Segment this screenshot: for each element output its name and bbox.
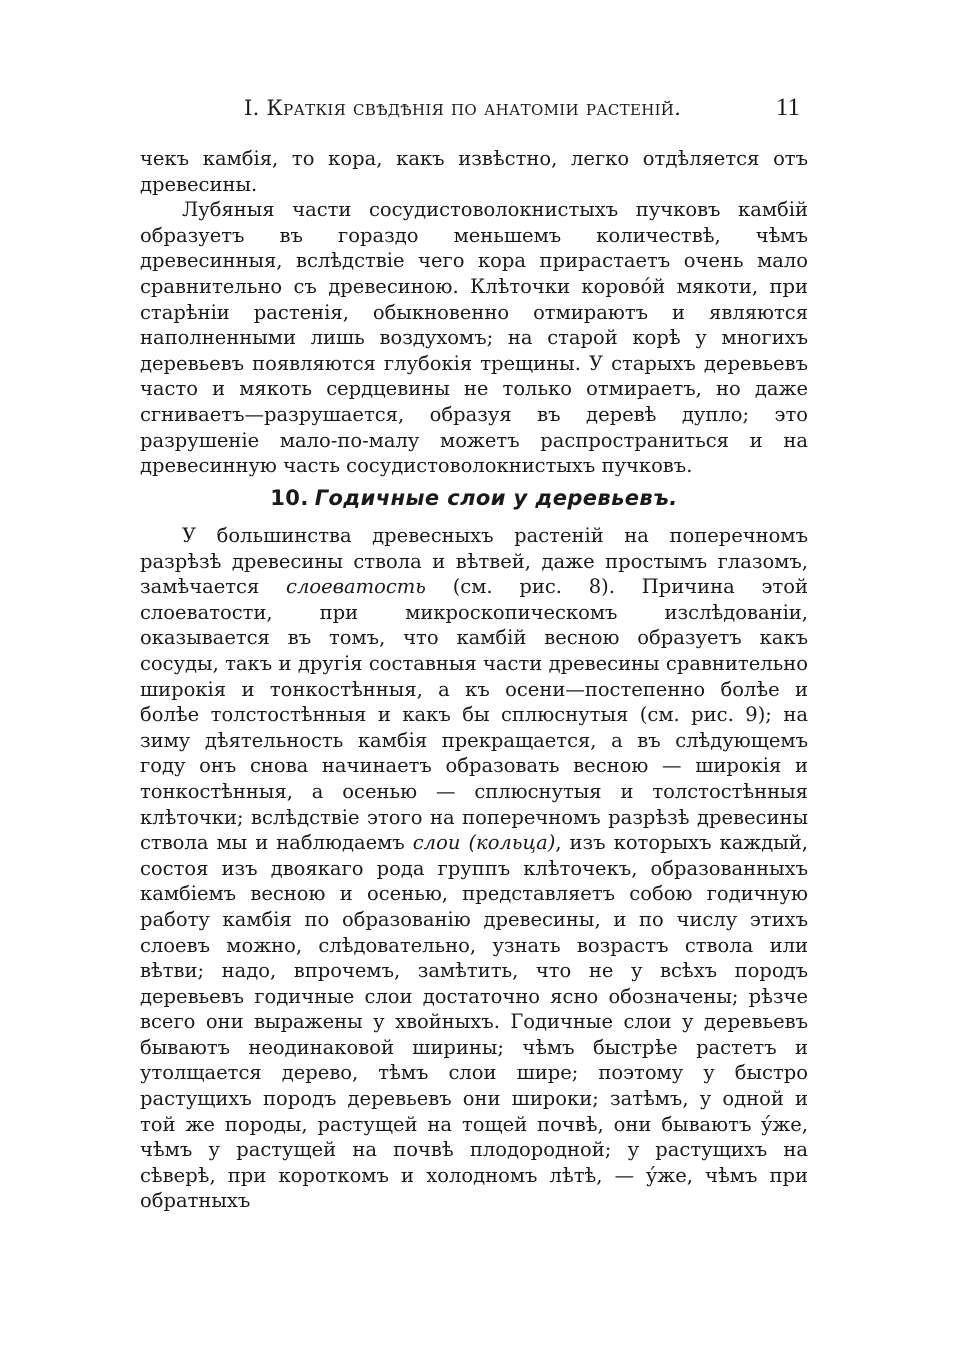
- section-heading: [140, 486, 808, 510]
- paragraph-bast-parts: Лубяныя части сосудистоволокнистыхъ пучковъ камбій образуетъ въ гораздо меньшемъ количествѣ, чѣмъ древесинныя, вслѣдствіе чего кора прирастаетъ очень мало сравнительно съ древесиною. Клѣточки коровóй мякоти, при старѣніи растенія, обыкновенно отмираютъ и являются наполненными лишь воздухомъ; на старой корѣ у многихъ деревьевъ появляются глубокія трещины. У старыхъ деревьевъ часто и мякоть сердцевины не только отмираетъ, но даже сгниваетъ—разрушается, образуя въ деревѣ дупло; это разрушеніе мало-по-малу можетъ распространиться и на древесинную часть сосудистоволокнистыхъ пучковъ.: [140, 198, 808, 478]
- section-number: 10.: [270, 486, 309, 510]
- continuation-paragraph: чекъ камбія, то кора, какъ извѣстно, легко отдѣляется отъ древесины.: [140, 147, 808, 196]
- text-block-top: [140, 146, 808, 479]
- rings-text-part-1: У большинства древесныхъ растеній на поперечномъ разрѣзѣ древесины ствола и вѣтвей, даже простымъ глазомъ, замѣчается: [140, 524, 808, 599]
- term-rings: слои (кольца): [412, 831, 556, 855]
- section-title: Годичные слои у деревьевъ.: [314, 486, 678, 510]
- rings-text-part-2: (см. рис. 8). Причина этой слоеватости, при микроскопическомъ изслѣдованіи, оказывается въ томъ, что камбій весною образуетъ какъ сосуды, такъ и другія составныя части древесины сравнительно широкія и тонкостѣнныя, а къ осени—постепенно болѣе и болѣе толстостѣнныя и какъ бы сплюснутыя (см. рис. 9); на зиму дѣятельность камбія прекращается, а въ слѣдующемъ году онъ снова начинаетъ образовать весною — широкія и тонкостѣнныя, а осенью — сплюснутыя и толстостѣнныя клѣточки; вслѣдствіе этого на поперечномъ разрѣзѣ древесины ствола мы и наблюдаемъ: [140, 575, 808, 855]
- running-head-title: I. Краткія свѣдѣнія по анатоміи растеній.: [244, 96, 682, 120]
- running-head: [140, 92, 808, 124]
- text-block-bottom: [140, 523, 808, 1214]
- paragraph-annual-rings: [140, 523, 808, 1214]
- rings-text-part-3: , изъ которыхъ каждый, состоя изъ двоякаго рода группъ клѣточекъ, образованныхъ камбіемъ весною и осенью, представляетъ собою годичную работу камбія по образованію древесины, и по числу этихъ слоевъ можно, слѣдовательно, узнать возрастъ ствола или вѣтви; надо, впрочемъ, замѣтить, что не у всѣхъ породъ деревьевъ годичные слои достаточно ясно обозначены; рѣзче всего они выражены у хвойныхъ. Годичные слои у деревьевъ бываютъ неодинаковой ширины; чѣмъ быстрѣе растетъ и утолщается дерево, тѣмъ слои шире; поэтому у быстро растущихъ породъ деревьевъ они широки; затѣмъ, у одной и той же породы, растущей на тощей почвѣ, они бываютъ ýже, чѣмъ у растущей на почвѣ плодородной; у растущихъ на сѣверѣ, при короткомъ и холодномъ лѣтѣ, — ýже, чѣмъ при обратныхъ: [140, 831, 809, 1213]
- term-layering: слоеватость: [286, 575, 426, 599]
- page-number: 11: [775, 94, 800, 121]
